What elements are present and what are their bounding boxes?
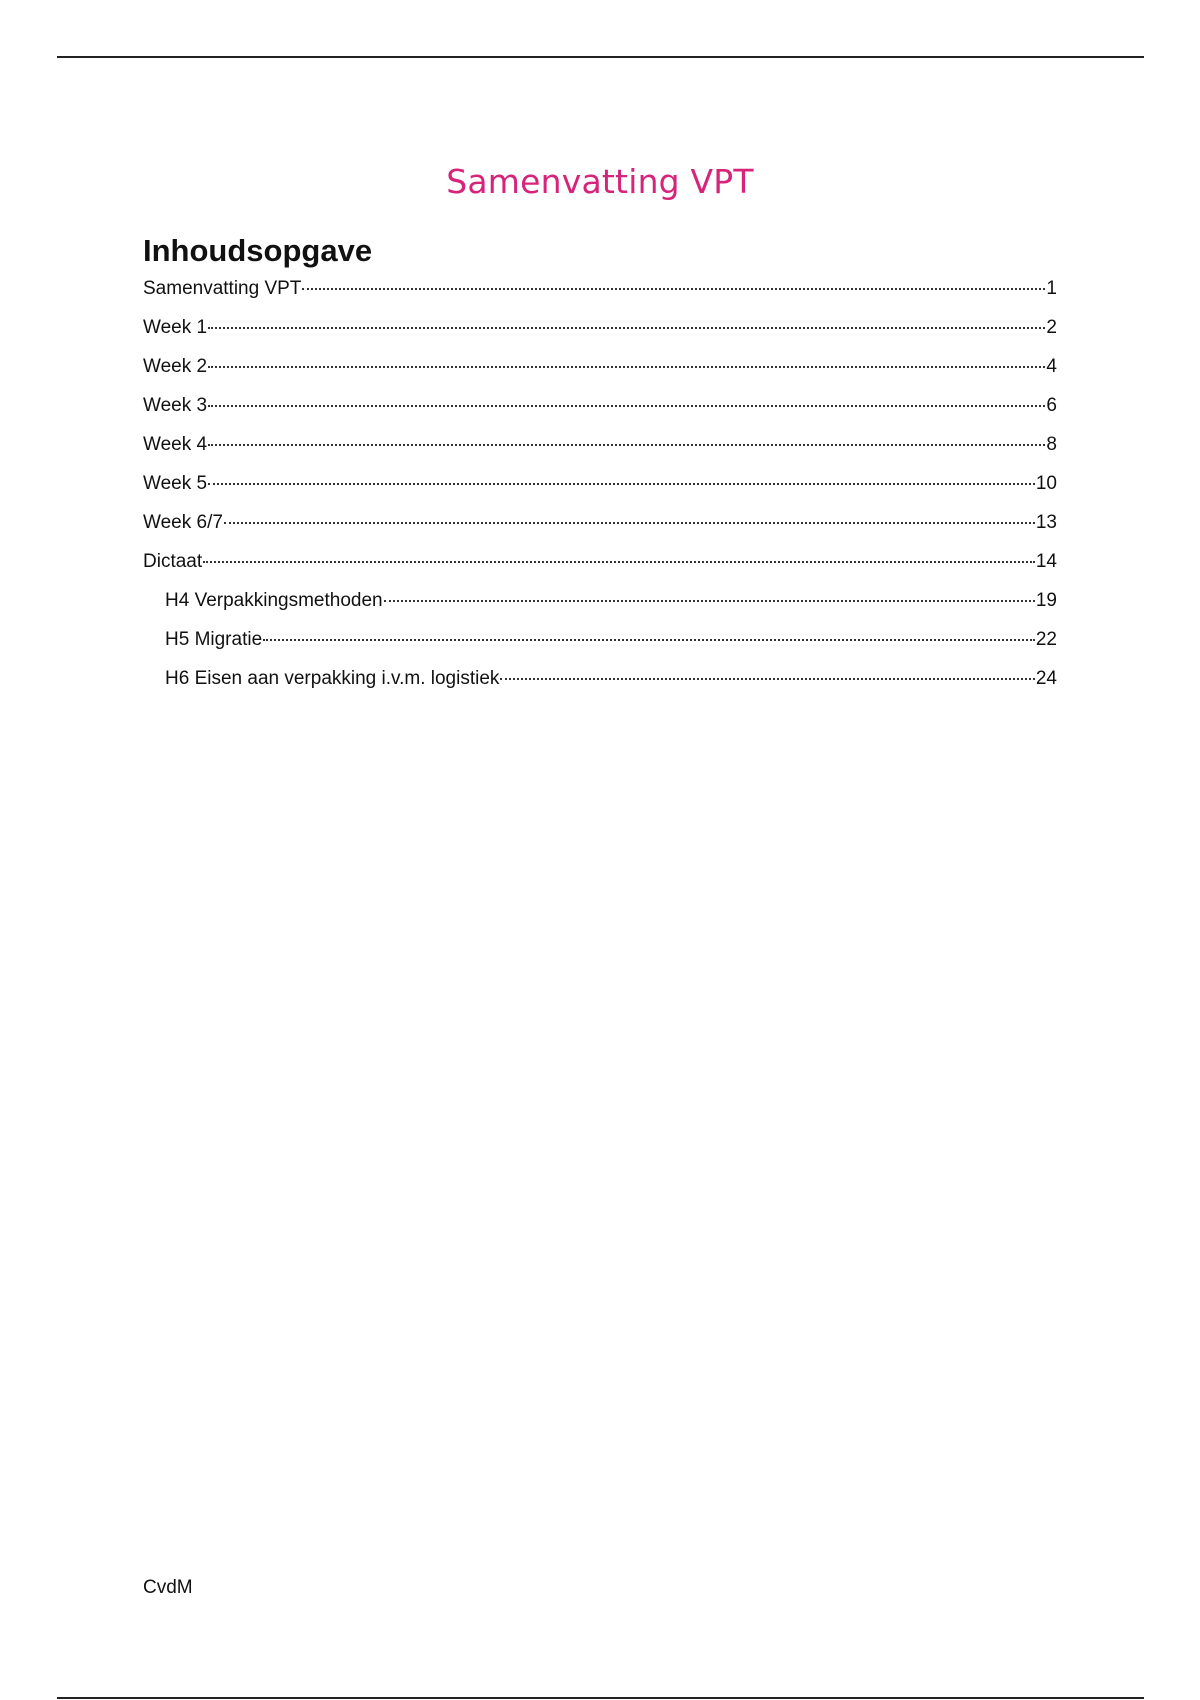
toc-entry-label: Week 1 [143, 317, 208, 338]
toc-entry-label: H4 Verpakkingsmethoden [165, 590, 383, 611]
dot-leader [500, 678, 1034, 680]
dot-leader [208, 366, 1045, 368]
toc-entry-label: Week 5 [143, 473, 208, 494]
dot-leader [203, 561, 1035, 563]
toc-entry-page: 22 [1035, 629, 1057, 650]
toc-heading: Inhoudsopgave [143, 233, 373, 268]
toc-entry-label: Week 2 [143, 356, 208, 377]
toc-entry-label: Samenvatting VPT [143, 278, 302, 299]
dot-leader [208, 405, 1045, 407]
toc-entry-page: 6 [1046, 395, 1057, 416]
toc-entry[interactable] [143, 317, 1057, 343]
toc-entry[interactable] [143, 551, 1057, 577]
dot-leader [208, 327, 1045, 329]
toc-entry-page: 13 [1035, 512, 1057, 533]
document-title: Samenvatting VPT [446, 162, 754, 201]
toc-subentry[interactable] [165, 668, 1057, 694]
dot-leader [384, 600, 1035, 602]
toc-entry-label: Week 3 [143, 395, 208, 416]
toc-entry-page: 1 [1046, 278, 1057, 299]
toc-entry[interactable] [143, 278, 1057, 304]
toc-entry-page: 10 [1035, 473, 1057, 494]
toc-entry[interactable] [143, 356, 1057, 382]
toc-entry[interactable] [143, 512, 1057, 538]
header-rule [57, 56, 1144, 58]
toc-entry-page: 4 [1046, 356, 1057, 377]
toc-entry[interactable] [143, 473, 1057, 499]
toc-entry[interactable] [143, 434, 1057, 460]
dot-leader [224, 522, 1035, 524]
toc-entry[interactable] [143, 395, 1057, 421]
toc-entry-page: 2 [1046, 317, 1057, 338]
toc-entry-label: Week 6/7 [143, 512, 223, 533]
toc-entry-label: Dictaat [143, 551, 203, 572]
toc-entry-page: 19 [1035, 590, 1057, 611]
toc-entry-page: 14 [1035, 551, 1057, 572]
toc-entry-label: H5 Migratie [165, 629, 263, 650]
dot-leader [263, 639, 1035, 641]
footer-rule [57, 1697, 1144, 1699]
dot-leader [208, 483, 1035, 485]
toc-entry-label: H6 Eisen aan verpakking i.v.m. logistiek [165, 668, 500, 689]
footer-author: CvdM [143, 1577, 193, 1598]
toc-entry-label: Week 4 [143, 434, 208, 455]
dot-leader [208, 444, 1045, 446]
toc-subentry[interactable] [165, 590, 1057, 616]
toc-entry-page: 24 [1035, 668, 1057, 689]
toc-entry-page: 8 [1046, 434, 1057, 455]
dot-leader [302, 288, 1045, 290]
toc-subentry[interactable] [165, 629, 1057, 655]
